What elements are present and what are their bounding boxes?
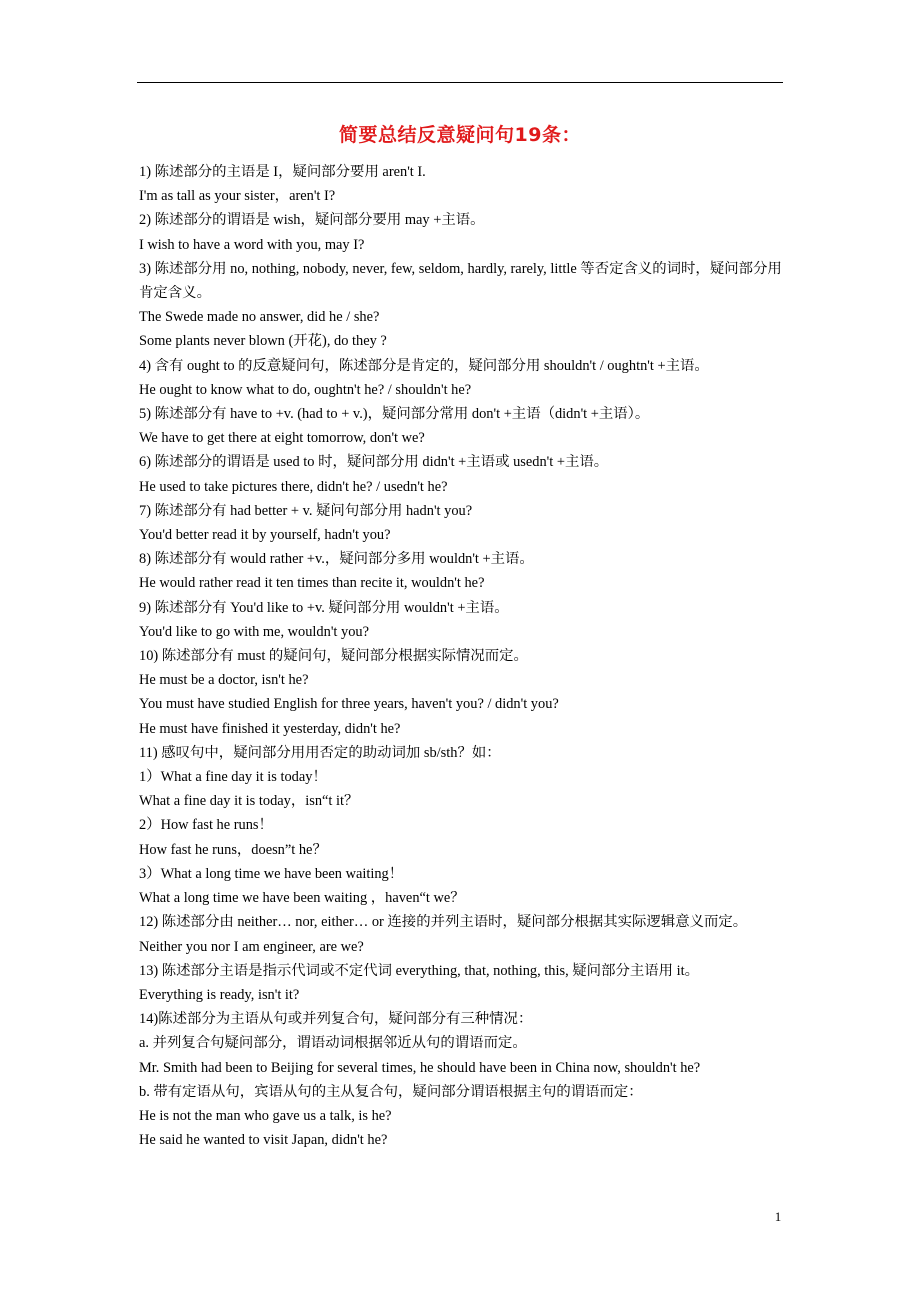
text-line: 5) 陈述部分有 have to +v. (had to + v.)，疑问部分常用 don't +主语（didn't +主语）。 (139, 406, 650, 423)
text-line: How fast he runs，doesn”t he？ (139, 841, 327, 858)
text-line: You must have studied English for three years, haven't you? / didn't you? (139, 696, 559, 713)
text-line: What a long time we have been waiting ，haven“t we？ (139, 890, 465, 907)
text-line: He used to take pictures there, didn't he? / usedn't he? (139, 478, 448, 495)
page-number: 1 (774, 1209, 782, 1224)
text-line: 10) 陈述部分有 must 的疑问句，疑问部分根据实际情况而定。 (139, 648, 528, 665)
text-line: He must be a doctor, isn't he? (139, 672, 309, 689)
text-line: I'm as tall as your sister，aren't I? (139, 188, 336, 205)
text-line: 2) 陈述部分的谓语是 wish，疑问部分要用 may +主语。 (139, 212, 485, 229)
text-line: The Swede made no answer, did he / she? (139, 309, 380, 326)
text-line: 12) 陈述部分由 neither… nor, either… or 连接的并列主语时，疑问部分根据其实际逻辑意义而定。 (139, 914, 748, 931)
text-line: 3）What a long time we have been waiting！ (139, 865, 404, 882)
page-title: 简要总结反意疑问句19条： (339, 124, 581, 146)
text-line: He would rather read it ten times than recite it, wouldn't he? (139, 575, 485, 592)
text-line: 2）How fast he runs！ (139, 817, 273, 834)
document-body (139, 160, 789, 1152)
text-line: He ought to know what to do, oughtn't he? / shouldn't he? (139, 381, 472, 398)
text-line: What a fine day it is today，isn“t it？ (139, 793, 359, 810)
text-line: He said he wanted to visit Japan, didn't he? (139, 1132, 388, 1149)
text-line: 11) 感叹句中，疑问部分用用否定的助动词加 sb/sth？如： (139, 744, 501, 761)
text-line: You'd better read it by yourself, hadn't you? (139, 527, 391, 544)
text-line: He must have finished it yesterday, didn't he? (139, 720, 401, 737)
text-line: You'd like to go with me, wouldn't you? (139, 623, 369, 640)
text-line: Some plants never blown (开花), do they ? (139, 333, 387, 350)
text-line: 7) 陈述部分有 had better + v. 疑问句部分用 hadn't you? (139, 502, 473, 519)
text-line: 3) 陈述部分用 no, nothing, nobody, never, few, seldom, hardly, rarely, little 等否定含义的词时，疑问部分用肯定含义。 (139, 260, 782, 302)
text-line: Neither you nor I am engineer, are we? (139, 938, 364, 955)
text-line: 1）What a fine day it is today！ (139, 769, 327, 786)
text-line: 13) 陈述部分主语是指示代词或不定代词 everything, that, nothing, this, 疑问部分主语用 it。 (139, 962, 700, 979)
text-line: 14)陈述部分为主语从句或并列复合句，疑问部分有三种情况： (139, 1011, 533, 1028)
text-line: b. 带有定语从句，宾语从句的主从复合句，疑问部分谓语根据主句的谓语而定： (139, 1083, 643, 1100)
text-line: Everything is ready, isn't it? (139, 986, 300, 1003)
text-line: 4) 含有 ought to 的反意疑问句，陈述部分是肯定的，疑问部分用 shouldn't / oughtn't +主语。 (139, 357, 709, 374)
text-line: 8) 陈述部分有 would rather +v.，疑问部分多用 wouldn't +主语。 (139, 551, 534, 568)
text-line: 6) 陈述部分的谓语是 used to 时，疑问部分用 didn't +主语或 usedn't +主语。 (139, 454, 609, 471)
header-rule (137, 82, 783, 83)
text-line: Mr. Smith had been to Beijing for several times, he should have been in China now, shouldn't he? (139, 1059, 701, 1076)
text-line: 1) 陈述部分的主语是 I，疑问部分要用 aren't I. (139, 164, 426, 180)
text-line: 9) 陈述部分有 You'd like to +v. 疑问部分用 wouldn't +主语。 (139, 599, 509, 616)
text-line: We have to get there at eight tomorrow, don't we? (139, 430, 425, 447)
text-line: a. 并列复合句疑问部分，谓语动词根据邻近从句的谓语而定。 (139, 1035, 527, 1052)
text-line: I wish to have a word with you, may I? (139, 236, 365, 253)
text-line: He is not the man who gave us a talk, is he? (139, 1107, 392, 1124)
